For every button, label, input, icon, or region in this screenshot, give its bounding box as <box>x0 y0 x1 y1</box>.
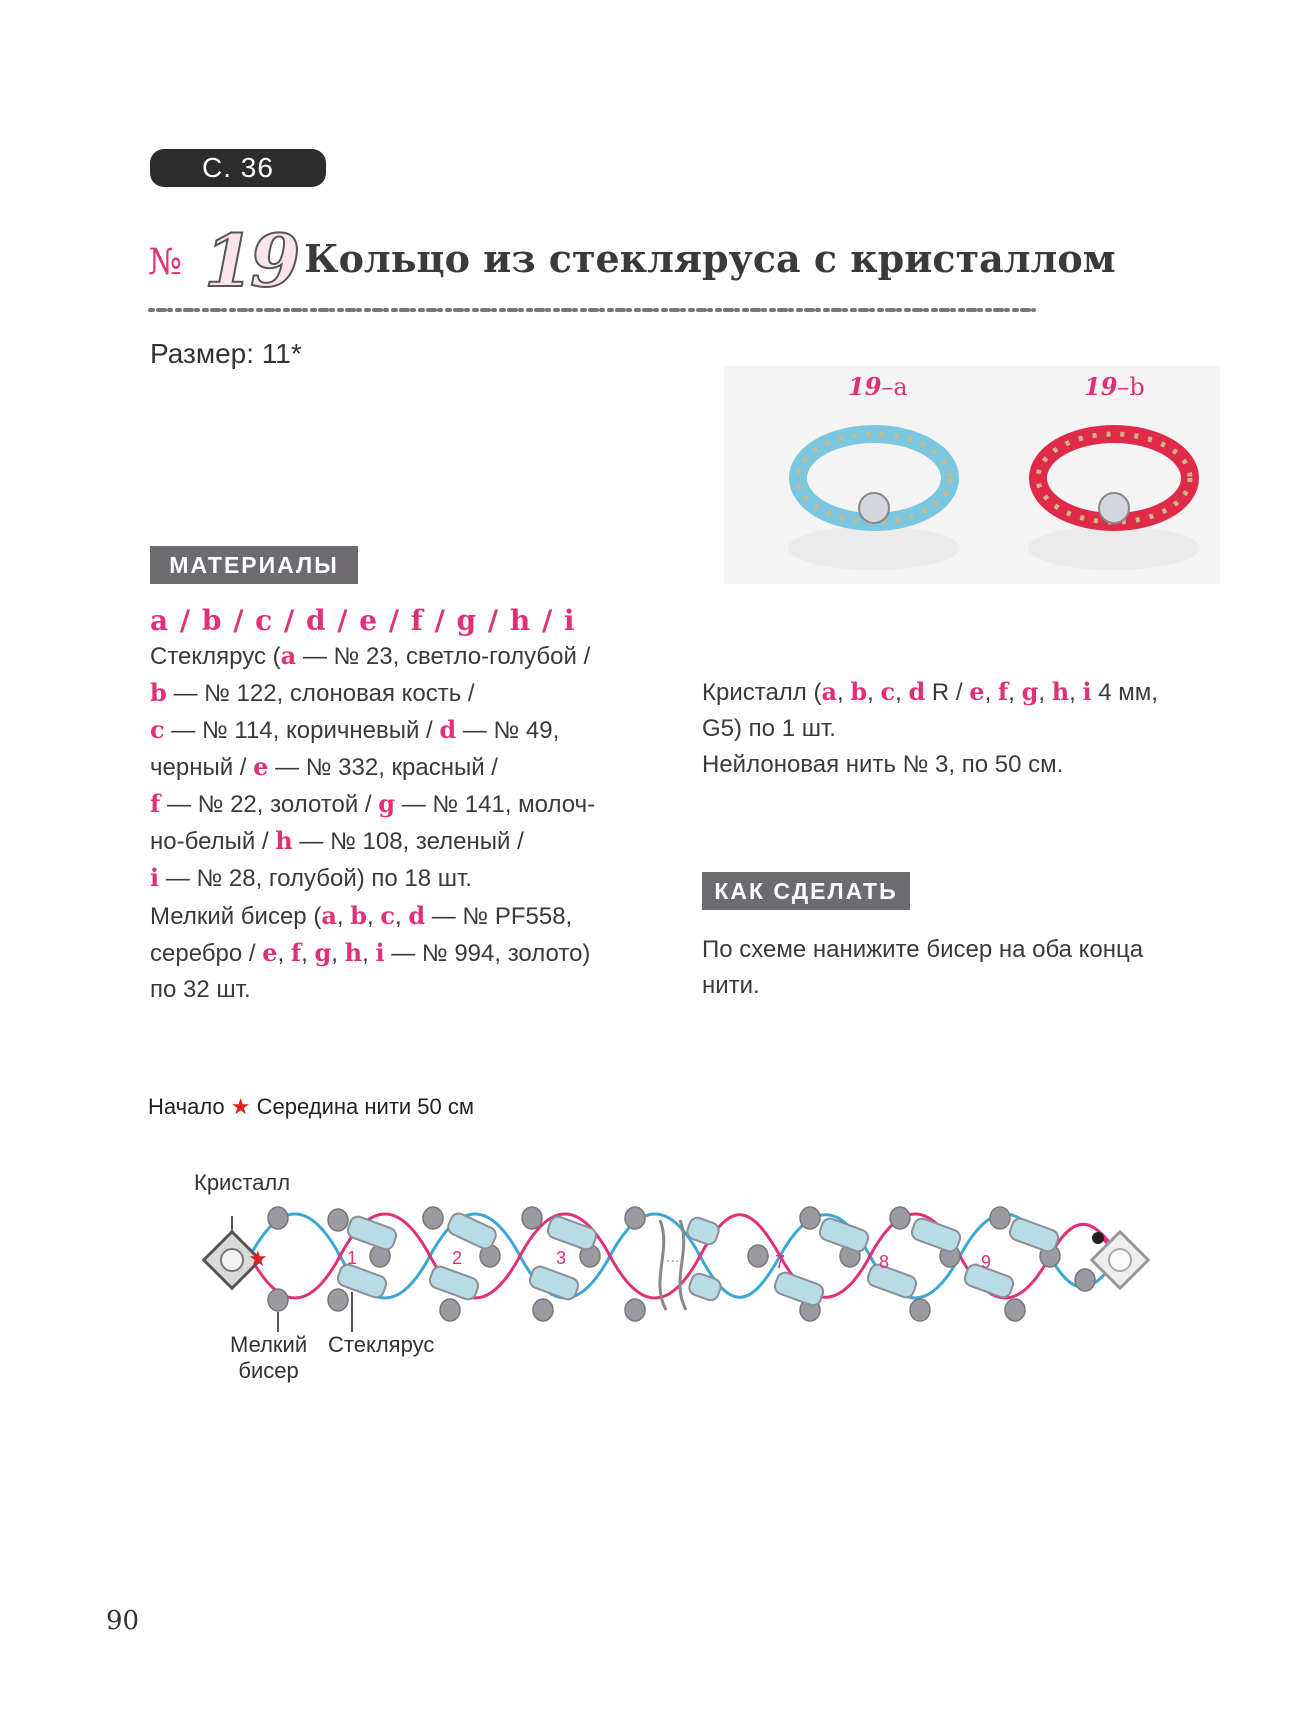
project-number: 19 <box>204 218 297 303</box>
diagram-start-caption: Начало ★ Середина нити 50 см <box>148 1094 474 1119</box>
unit-number: 3 <box>556 1248 567 1268</box>
unit-number: 2 <box>452 1248 463 1268</box>
variants-line: a / b / c / d / e / f / g / h / i <box>150 604 576 637</box>
page-ref-badge: С. 36 <box>150 149 326 187</box>
unit-number: 8 <box>879 1252 890 1272</box>
star-icon: ★ <box>248 1247 268 1272</box>
beading-diagram <box>190 1160 1200 1340</box>
diagram-ellipsis: ... <box>666 1249 680 1266</box>
unit-number: 9 <box>981 1252 992 1272</box>
thread-end-knot <box>1092 1232 1104 1244</box>
unit-number: 1 <box>347 1248 358 1268</box>
dotted-divider <box>148 302 1038 318</box>
unit-number: 7 <box>775 1252 786 1272</box>
bugle-materials: Стеклярус (a — № 23, светло-голубой / b — № 122, слоновая кость / c — № 114, коричневый / d — № 49, черный / e — № 332, красный / f — № 22, золотой / g — № 141, молоч- но-белый / h — № 108, зеленый / i — № 28, голубой) по 18 шт. <box>150 641 596 892</box>
page-title: Кольцо из стекляруса с кристаллом <box>304 236 1116 281</box>
ring-b-image <box>1038 434 1190 523</box>
seed-bead-materials: Мелкий бисер (a, b, c, d — № PF558, серебро / e, f, g, h, i — № 994, золото) по 32 шт. <box>150 901 591 1003</box>
seed-bead-label: Мелкий бисер <box>230 1332 308 1383</box>
howto-text: По схеме нанижите бисер на оба конца нити. <box>702 936 1144 999</box>
page-number: 90 <box>106 1606 140 1636</box>
product-photo <box>724 366 1220 584</box>
crystal-label: Кристалл <box>194 1170 291 1195</box>
bugle-label: Стеклярус <box>328 1332 435 1357</box>
howto-heading: КАК СДЕЛАТЬ <box>702 872 910 910</box>
crystal-thread-materials: Кристалл (a, b, c, d R / e, f, g, h, i 4 мм, G5) по 1 шт. Нейлоновая нить № 3, по 50 см. <box>702 677 1158 778</box>
variant-a-label: 19–a <box>848 372 908 401</box>
ring-a-image <box>798 434 950 523</box>
materials-heading: МАТЕРИАЛЫ <box>150 546 358 584</box>
star-icon: ★ <box>230 1094 251 1119</box>
number-sign: № <box>148 242 183 283</box>
size-text: Размер: 11* <box>150 338 302 369</box>
variant-b-label: 19–b <box>1084 372 1145 401</box>
